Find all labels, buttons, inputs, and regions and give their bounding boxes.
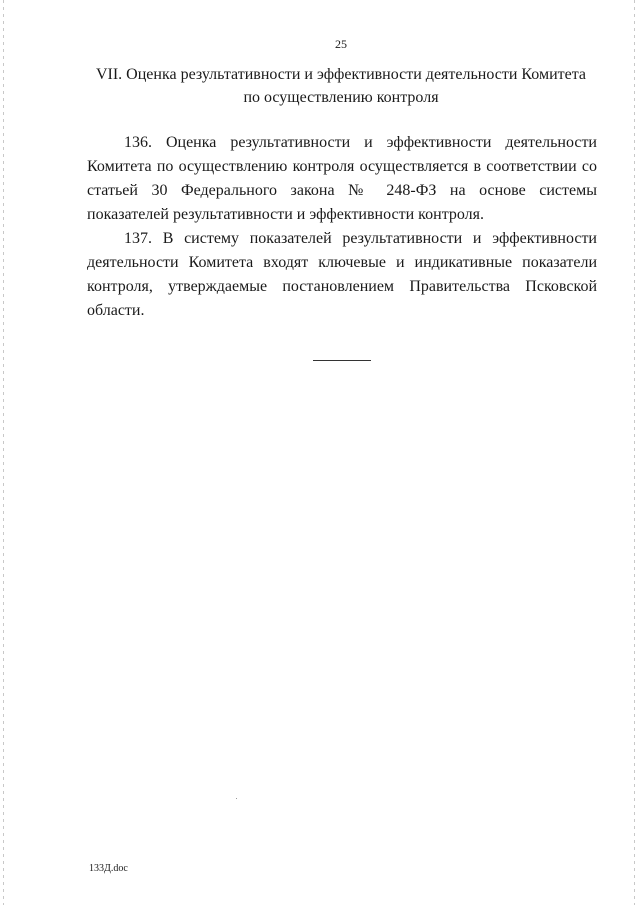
body-text [87,131,597,323]
paragraph-136: 136. Оценка результативности и эффективности деятельности Комитета по осуществлению контроля осуществляется в соответствии со статьей 30 Федерального закона № 248-ФЗ на основе системы показателей результативности и эффективности контроля. [87,134,597,223]
end-separator-line [313,360,371,361]
footer-filename: 133Д.doc [89,863,128,874]
paragraph-137: 137. В систему показателей результативности и эффективности деятельности Комитета входят ключевые и индикативные показатели контроля, утверждаемые постановлением Правительства Псковской области. [87,230,597,319]
scan-edge-left [3,0,4,905]
section-heading-line-2: по осуществлению контроля [243,89,439,106]
page-number: 25 [335,37,347,51]
section-heading-line-1: VII. Оценка результативности и эффективности деятельности Комитета [95,66,587,83]
section-heading [80,63,602,109]
scan-speck [236,798,237,799]
scan-edge-right [634,0,635,905]
